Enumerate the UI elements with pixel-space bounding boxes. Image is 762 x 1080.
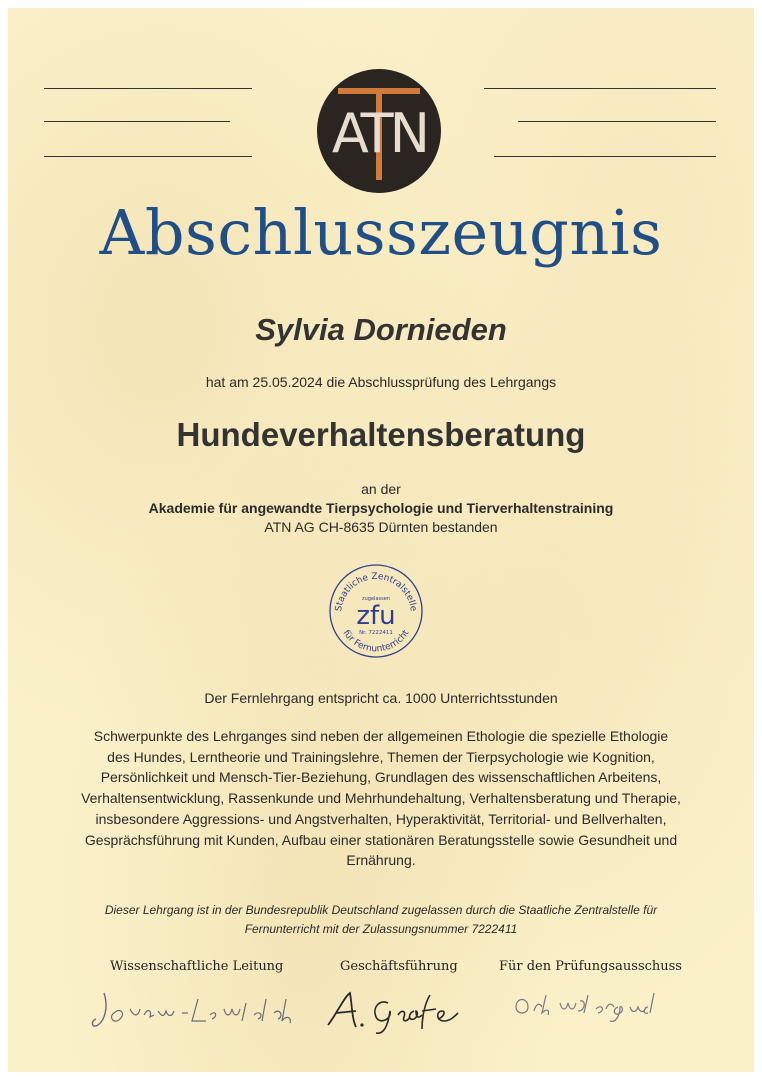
logo-text: ATN	[331, 102, 427, 165]
right-rule-1	[484, 88, 716, 89]
seal-number: Nr. 7222411	[359, 630, 393, 636]
seal-arc-top: Staatliche Zentralstelle	[334, 571, 418, 613]
academy-name: Akademie für angewandte Tierpsychologie und Tierverhaltenstraining	[148, 500, 614, 516]
signature-exam-board	[508, 985, 658, 1025]
atn-logo	[316, 68, 442, 194]
left-rule-3	[44, 156, 252, 157]
signature-label-scientific: Wissenschaftliche Leitung	[110, 959, 284, 974]
signature-management	[322, 985, 472, 1037]
seal-small-text: zugelassen	[362, 596, 390, 602]
signature-label-management: Geschäftsführung	[340, 959, 458, 974]
seal-mark: zfu	[356, 601, 396, 631]
hours-line: Der Fernlehrgang entspricht ca. 1000 Unterrichtsstunden	[204, 690, 558, 706]
right-rule-3	[494, 156, 716, 157]
seal-arc-bottom: für Fernunterricht	[340, 628, 412, 655]
right-rule-2	[518, 121, 716, 122]
legal-note: Dieser Lehrgang ist in der Bundesrepublik Deutschland zugelassen durch die Staatliche Zentralstelle für Fernunterricht mit der Zulassungsnummer 7222411	[104, 903, 658, 936]
academy-address: ATN AG CH-8635 Dürnten bestanden	[264, 519, 498, 535]
exam-line: hat am 25.05.2024 die Abschlussprüfung des Lehrgangs	[205, 374, 557, 390]
focus-paragraph: Schwerpunkte des Lehrganges sind neben der allgemeinen Ethologie die spezielle Ethologie des Hundes, Lerntheorie und Trainingslehre, Themen der Tierpsychologie wie Kognition, Persönlichkeit und Mensch-Tier-Beziehung, Grundlagen des wissenschaftlichen Arbeitens, Verhaltensentwicklung, Rassenkunde und Mehrhundehaltung, Verhaltensberatung und Therapie, insbesondere Aggressions- und Angstverhalten, Hyperaktivität, Territorial- und Bellverhalten, Gesprächsführung mit Kunden, Aufbau einer stationären Beratungsstelle sowie Gesundheit und Ernährung.	[81, 728, 681, 869]
certificate-title: Abschlusszeugnis	[99, 196, 663, 269]
zfu-seal	[327, 562, 425, 660]
an-der-text: an der	[361, 481, 401, 497]
signature-label-exam-board: Für den Prüfungsausschuss	[499, 959, 682, 974]
left-rule-1	[44, 88, 252, 89]
recipient-name: Sylvia Dornieden	[255, 312, 507, 347]
signature-scientific	[86, 985, 306, 1035]
course-name: Hundeverhaltensberatung	[176, 416, 586, 453]
left-rule-2	[44, 121, 230, 122]
